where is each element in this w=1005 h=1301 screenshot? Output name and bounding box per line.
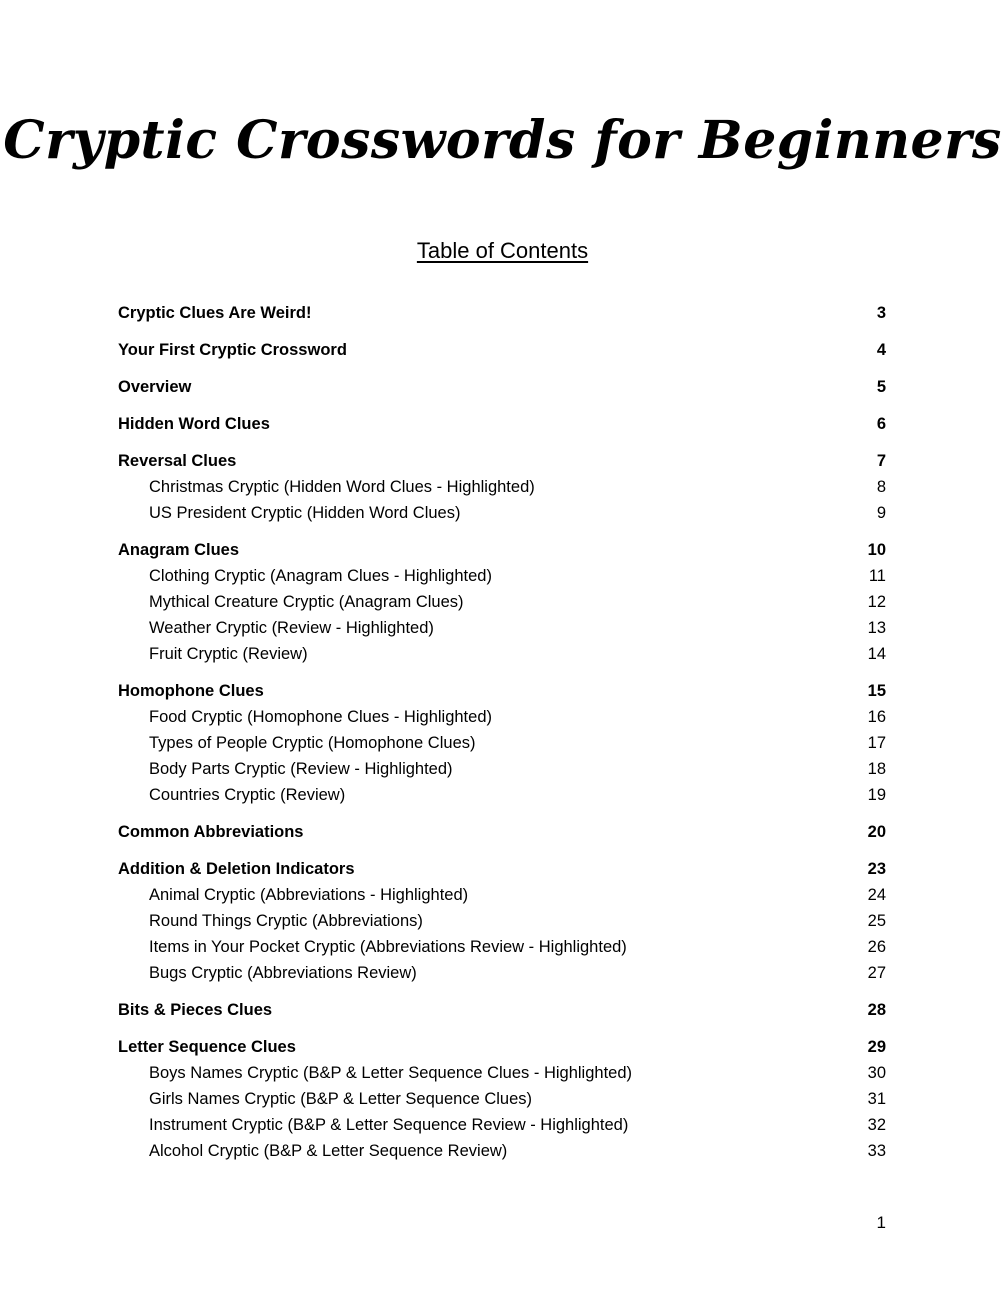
toc-entry-sub[interactable] xyxy=(118,882,886,908)
toc-entry-sub[interactable] xyxy=(118,1086,886,1112)
toc-entry-page-number: 14 xyxy=(867,645,886,663)
toc-entry-section[interactable] xyxy=(118,448,886,474)
toc-entry-label: Mythical Creature Cryptic (Anagram Clues) xyxy=(149,593,464,611)
toc-entry-sub[interactable] xyxy=(118,474,886,500)
toc-entry-page-number: 4 xyxy=(876,341,886,359)
toc-entry-sub[interactable] xyxy=(118,782,886,808)
toc-entry-page-number: 16 xyxy=(867,708,886,726)
toc-entry-page-number: 17 xyxy=(867,734,886,752)
toc-entry-page-number: 6 xyxy=(876,415,886,433)
toc-entry-section[interactable] xyxy=(118,537,886,563)
toc-section xyxy=(118,374,886,400)
toc-entry-label: Animal Cryptic (Abbreviations - Highlighted) xyxy=(149,886,469,904)
toc-entry-section[interactable] xyxy=(118,856,886,882)
toc-section xyxy=(118,678,886,808)
toc-entry-page-number: 7 xyxy=(876,452,886,470)
toc-entry-label: Girls Names Cryptic (B&P & Letter Sequence Clues) xyxy=(149,1090,533,1108)
toc-entry-label: Your First Cryptic Crossword xyxy=(118,341,347,359)
toc-entry-section[interactable] xyxy=(118,374,886,400)
toc-entry-label: Clothing Cryptic (Anagram Clues - Highlighted) xyxy=(149,567,492,585)
toc-entry-label: Reversal Clues xyxy=(118,452,237,470)
toc-entry-sub[interactable] xyxy=(118,704,886,730)
toc-entry-page-number: 25 xyxy=(867,912,886,930)
toc-entry-label: Overview xyxy=(118,378,192,396)
toc-entry-label: Alcohol Cryptic (B&P & Letter Sequence Review) xyxy=(149,1142,508,1160)
toc-entry-label: Letter Sequence Clues xyxy=(118,1038,296,1056)
toc-entry-page-number: 26 xyxy=(867,938,886,956)
toc-section xyxy=(118,411,886,437)
toc-entry-page-number: 27 xyxy=(867,964,886,982)
toc-entry-sub[interactable] xyxy=(118,615,886,641)
toc-entry-label: Fruit Cryptic (Review) xyxy=(149,645,308,663)
toc-entry-sub[interactable] xyxy=(118,500,886,526)
toc-entry-label: Boys Names Cryptic (B&P & Letter Sequence Clues - Highlighted) xyxy=(149,1064,632,1082)
toc-entry-page-number: 24 xyxy=(867,886,886,904)
toc-entry-label: Homophone Clues xyxy=(118,682,264,700)
table-of-contents xyxy=(0,300,1005,1164)
toc-section xyxy=(118,337,886,363)
toc-entry-sub[interactable] xyxy=(118,1138,886,1164)
toc-entry-page-number: 3 xyxy=(876,304,886,322)
toc-entry-sub[interactable] xyxy=(118,730,886,756)
toc-entry-section[interactable] xyxy=(118,337,886,363)
toc-entry-page-number: 13 xyxy=(867,619,886,637)
toc-section xyxy=(118,1034,886,1164)
toc-entry-sub[interactable] xyxy=(118,589,886,615)
toc-entry-label: Anagram Clues xyxy=(118,541,240,559)
footer-page-number: 1 xyxy=(876,1213,886,1232)
toc-entry-label: Weather Cryptic (Review - Highlighted) xyxy=(149,619,434,637)
toc-entry-page-number: 18 xyxy=(867,760,886,778)
toc-section xyxy=(118,448,886,526)
toc-entry-label: Bugs Cryptic (Abbreviations Review) xyxy=(149,964,417,982)
toc-entry-page-number: 11 xyxy=(868,567,886,585)
toc-entry-sub[interactable] xyxy=(118,934,886,960)
toc-entry-sub[interactable] xyxy=(118,1060,886,1086)
toc-entry-section[interactable] xyxy=(118,1034,886,1060)
toc-section xyxy=(118,997,886,1023)
toc-entry-label: Christmas Cryptic (Hidden Word Clues - Highlighted) xyxy=(149,478,535,496)
toc-entry-section[interactable] xyxy=(118,678,886,704)
toc-heading: Table of Contents xyxy=(416,238,589,263)
toc-entry-sub[interactable] xyxy=(118,641,886,667)
toc-entry-sub[interactable] xyxy=(118,960,886,986)
toc-entry-page-number: 9 xyxy=(876,504,886,522)
toc-entry-page-number: 28 xyxy=(867,1001,886,1019)
toc-entry-page-number: 32 xyxy=(867,1116,886,1134)
toc-entry-section[interactable] xyxy=(118,819,886,845)
toc-entry-page-number: 19 xyxy=(867,786,886,804)
toc-entry-section[interactable] xyxy=(118,997,886,1023)
toc-entry-page-number: 5 xyxy=(876,378,886,396)
toc-entry-label: Hidden Word Clues xyxy=(118,415,270,433)
toc-entry-label: Addition & Deletion Indicators xyxy=(118,860,355,878)
toc-section xyxy=(118,856,886,986)
toc-entry-section[interactable] xyxy=(118,300,886,326)
toc-entry-sub[interactable] xyxy=(118,1112,886,1138)
toc-entry-page-number: 8 xyxy=(876,478,886,496)
toc-entry-page-number: 20 xyxy=(867,823,886,841)
toc-entry-sub[interactable] xyxy=(118,908,886,934)
toc-entry-label: US President Cryptic (Hidden Word Clues) xyxy=(149,504,461,522)
toc-section xyxy=(118,300,886,326)
toc-entry-label: Countries Cryptic (Review) xyxy=(149,786,346,804)
toc-entry-page-number: 12 xyxy=(867,593,886,611)
toc-entry-page-number: 33 xyxy=(867,1142,886,1160)
toc-entry-page-number: 10 xyxy=(867,541,886,559)
document-title: Cryptic Crosswords for Beginners xyxy=(3,110,1002,171)
toc-entry-section[interactable] xyxy=(118,411,886,437)
toc-entry-page-number: 15 xyxy=(867,682,886,700)
toc-entry-page-number: 30 xyxy=(867,1064,886,1082)
toc-section xyxy=(118,537,886,667)
toc-entry-label: Body Parts Cryptic (Review - Highlighted) xyxy=(149,760,453,778)
toc-section xyxy=(118,819,886,845)
toc-entry-sub[interactable] xyxy=(118,563,886,589)
toc-entry-label: Types of People Cryptic (Homophone Clues) xyxy=(149,734,476,752)
toc-entry-page-number: 29 xyxy=(867,1038,886,1056)
toc-entry-page-number: 23 xyxy=(867,860,886,878)
toc-entry-label: Food Cryptic (Homophone Clues - Highlighted) xyxy=(149,708,492,726)
toc-entry-label: Instrument Cryptic (B&P & Letter Sequence Review - Highlighted) xyxy=(149,1116,629,1134)
toc-entry-label: Common Abbreviations xyxy=(118,823,304,841)
toc-entry-label: Cryptic Clues Are Weird! xyxy=(118,304,312,322)
toc-entry-label: Bits & Pieces Clues xyxy=(118,1001,273,1019)
toc-entry-label: Items in Your Pocket Cryptic (Abbreviations Review - Highlighted) xyxy=(149,938,627,956)
toc-entry-sub[interactable] xyxy=(118,756,886,782)
toc-entry-page-number: 31 xyxy=(867,1090,886,1108)
toc-entry-label: Round Things Cryptic (Abbreviations) xyxy=(149,912,423,930)
